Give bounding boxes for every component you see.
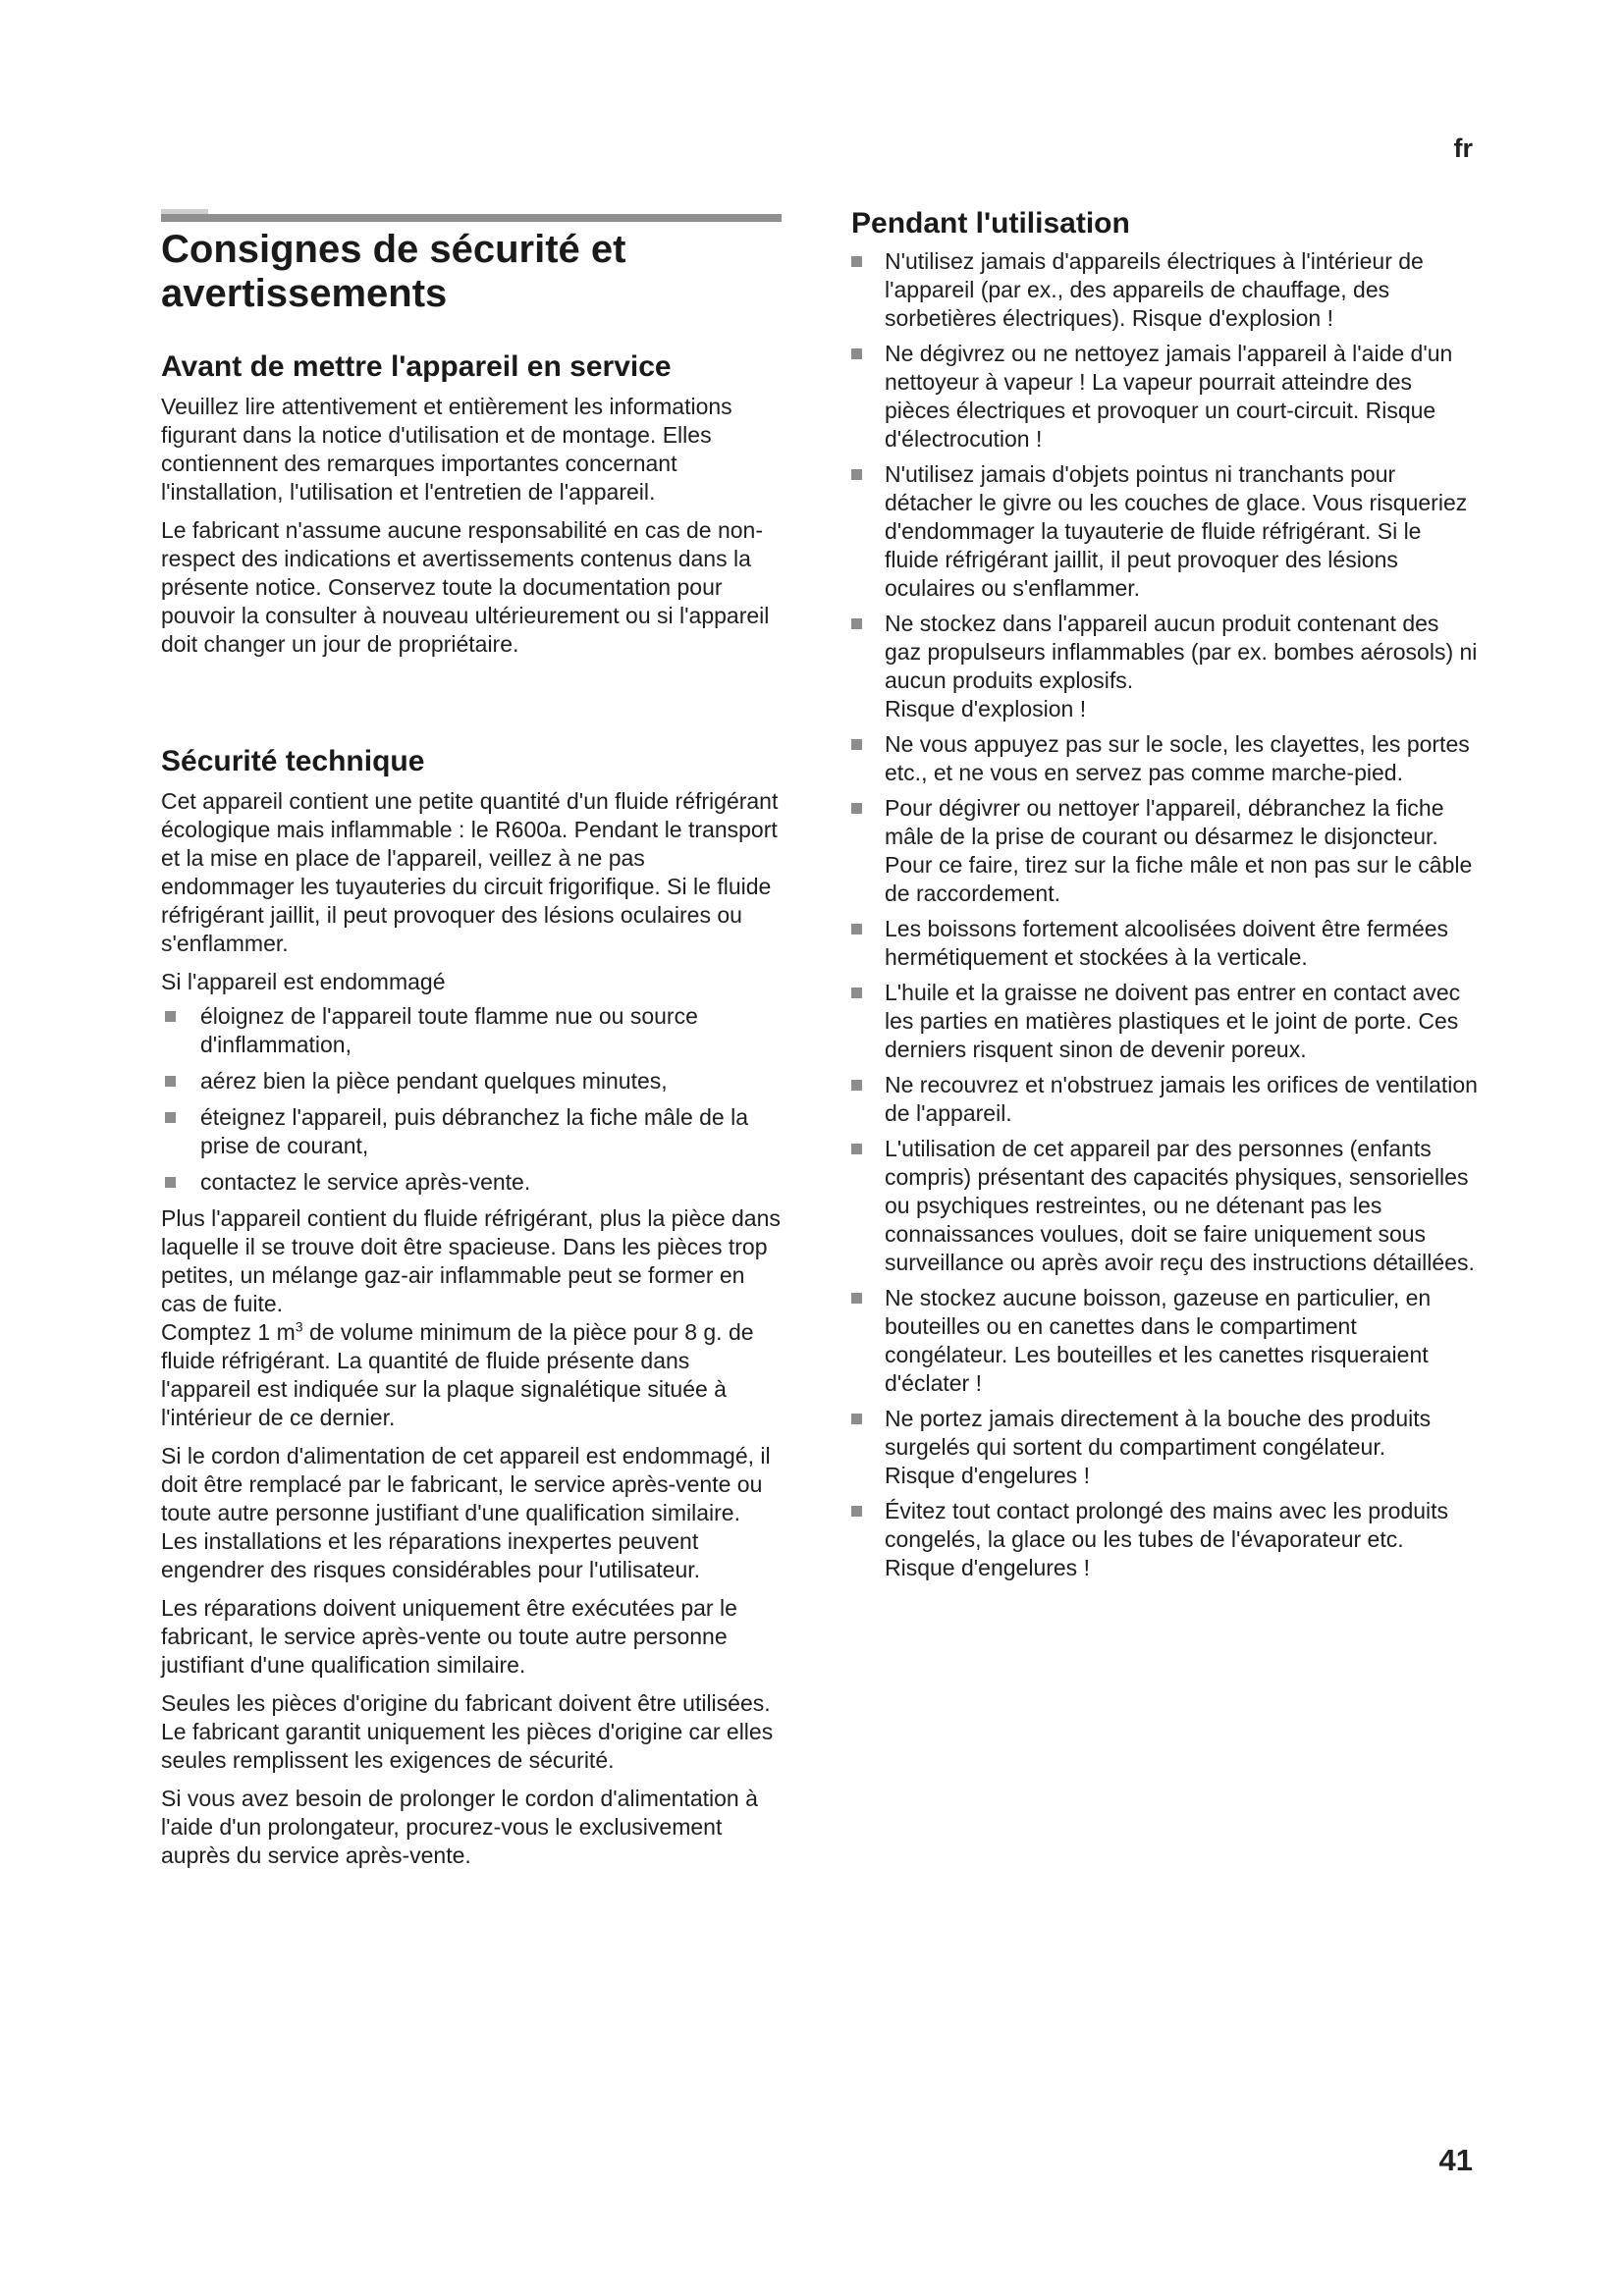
paragraph: Veuillez lire attentivement et entièrement les informations figurant dans la notice d'utilisation et de montage. Elles contiennent des remarques importantes concernant l'installation, l'utilisation et l'entretien de l'appareil. [161,394,732,505]
list-item: aérez bien la pièce pendant quelques minutes, [161,1067,782,1095]
section-heading: Pendant l'utilisation [851,207,1130,240]
section-heading: Avant de mettre l'appareil en service [161,350,672,383]
list-item: Évitez tout contact prolongé des mains avec les produits congelés, la glace ou les tubes de l'évaporateur etc. Risque d'engelures ! [851,1497,1480,1582]
text: de volume minimum de la pièce pour 8 g. de fluide réfrigérant. La quantité de fluide présente dans l'appareil est indiquée sur la plaque signalétique située à l'intérieur de ce dernier. [161,1319,754,1430]
paragraph: Si vous avez besoin de prolonger le cordon d'alimentation à l'aide d'un prolongateur, procurez-vous le exclusivement auprès du service après-vente. [161,1786,758,1868]
list-item: N'utilisez jamais d'objets pointus ni tranchants pour détacher le givre ou les couches de glace. Vous risqueriez d'endommager la tuyauterie de fluide réfrigérant. Si le fluide réfrigérant jaillit, il peut provoquer des lésions oculaires ou s'enflammer. [851,460,1480,603]
paragraph: Cet appareil contient une petite quantité d'un fluide réfrigérant écologique mais inflammable : le R600a. Pendant le transport et la mise en place de l'appareil, veillez à ne pas endommager les tuyauteries du circuit frigorifique. Si le fluide réfrigérant jaillit, il peut provoquer des lésions oculaires ou s'enflammer. [161,788,779,956]
page-number: 41 [1438,2143,1473,2177]
list-item: contactez le service après-vente. [161,1168,782,1197]
section-during-use [851,206,1480,1590]
language-code: fr [1453,133,1473,163]
list-item: éteignez l'appareil, puis débranchez la fiche mâle de la prise de courant, [161,1103,782,1160]
section-technical-safety [161,744,782,1880]
paragraph: Les réparations doivent uniquement être exécutées par le fabricant, le service après-vente ou toute autre personne justifiant d'une qualification similaire. [161,1595,737,1678]
list-item: Ne recouvrez et n'obstruez jamais les orifices de ventilation de l'appareil. [851,1071,1480,1128]
list-item: Ne vous appuyez pas sur le socle, les clayettes, les portes etc., et ne vous en servez pas comme marche-pied. [851,730,1480,787]
list-item: L'huile et la graisse ne doivent pas entrer en contact avec les parties en matières plastiques et le joint de porte. Ces derniers risquent sinon de devenir poreux. [851,979,1480,1064]
damaged-label: Si l'appareil est endommagé [161,969,446,994]
header-rule [161,214,782,222]
list-item: éloignez de l'appareil toute flamme nue ou source d'inflammation, [161,1002,782,1059]
list-item: Ne dégivrez ou ne nettoyez jamais l'appareil à l'aide d'un nettoyeur à vapeur ! La vapeur pourrait atteindre des pièces électriques et provoquer un court-circuit. Risque d'électrocution ! [851,340,1480,454]
text: Comptez 1 m [161,1319,296,1345]
paragraph: Le fabricant n'assume aucune responsabilité en cas de non-respect des indications et avertissements contenus dans la présente notice. Conservez toute la documentation pour pouvoir la consulter à nouveau ultérieurement ou si l'appareil doit changer un jour de propriétaire. [161,517,770,657]
list-item: Ne portez jamais directement à la bouche des produits surgelés qui sortent du compartiment congélateur. Risque d'engelures ! [851,1405,1480,1490]
list-item: Pour dégivrer ou nettoyer l'appareil, débranchez la fiche mâle de la prise de courant ou désarmez le disjoncteur. Pour ce faire, tirez sur la fiche mâle et non pas sur le câble de raccordement. [851,794,1480,908]
list-item: N'utilisez jamais d'appareils électriques à l'intérieur de l'appareil (par ex., des appareils de chauffage, des sorbetières électriques). Risque d'explosion ! [851,247,1480,333]
usage-list [851,247,1480,1582]
list-item: Les boissons fortement alcoolisées doivent être fermées hermétiquement et stockées à la verticale. [851,915,1480,972]
list-item: Ne stockez dans l'appareil aucun produit contenant des gaz propulseurs inflammables (par ex. bombes aérosols) ni aucun produits explosifs. Risque d'explosion ! [851,610,1480,723]
paragraph: Si le cordon d'alimentation de cet appareil est endommagé, il doit être remplacé par le fabricant, le service après-vente ou toute autre personne justifiant d'une qualification similaire. Les installations et les réparations inexpertes peuvent engendrer des risques considérables pour l'utilisateur. [161,1443,771,1582]
list-item: Ne stockez aucune boisson, gazeuse en particulier, en bouteilles ou en canettes dans le compartiment congélateur. Les bouteilles et les canettes risqueraient d'éclater ! [851,1284,1480,1398]
damaged-list [161,1002,782,1197]
section-heading: Sécurité technique [161,745,425,777]
section-before-use [161,349,782,668]
page-title: Consignes de sécurité et avertissements [161,228,626,315]
superscript: 3 [295,1318,303,1335]
list-item: L'utilisation de cet appareil par des personnes (enfants compris) présentant des capacités physiques, sensorielles ou psychiques restreintes, ou ne détenant pas les connaissances voulues, doit se faire uniquement sous surveillance ou après avoir reçu des instructions détaillées. [851,1135,1480,1277]
paragraph: Seules les pièces d'origine du fabricant doivent être utilisées. Le fabricant garantit uniquement les pièces d'origine car elles seules remplissent les exigences de sécurité. [161,1690,774,1773]
paragraph: Plus l'appareil contient du fluide réfrigérant, plus la pièce dans laquelle il se trouve doit être spacieuse. Dans les pièces trop petites, un mélange gaz-air inflammable peut se former en cas de fuite. [161,1205,781,1316]
paragraph-room-volume [161,1318,782,1432]
